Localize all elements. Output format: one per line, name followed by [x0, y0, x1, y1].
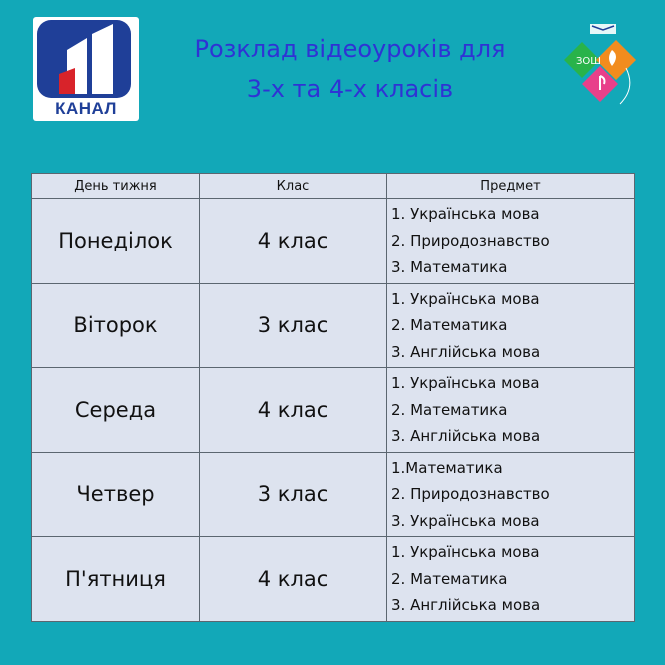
subject-item: 3. Англійська мова	[391, 342, 541, 361]
svg-text:ЗОШ: ЗОШ	[576, 56, 601, 67]
table-row	[32, 537, 635, 622]
subjects-cell	[387, 283, 635, 368]
subjects-cell	[387, 452, 635, 537]
subject-item: 1. Українська мова	[391, 205, 540, 223]
grade-cell: 4 клас	[200, 368, 387, 453]
subjects-cell	[387, 537, 635, 622]
header-day: День тижня	[32, 174, 200, 199]
subject-item: 3. Математика	[391, 258, 508, 276]
page-title-line-1: Розклад відеоуроків для	[194, 35, 506, 63]
subject-item: 2. Природознавство	[391, 231, 550, 250]
subject-item: 2. Математика	[391, 400, 508, 419]
day-cell: Четвер	[32, 452, 200, 537]
subjects-cell	[387, 368, 635, 453]
channel-logo	[33, 17, 139, 121]
table-row	[32, 452, 635, 537]
header-subject: Предмет	[387, 174, 635, 199]
day-cell: Середа	[32, 368, 200, 453]
school-emblem-icon	[556, 18, 646, 110]
subject-item: 2. Математика	[391, 316, 508, 334]
grade-cell: 4 клас	[200, 537, 387, 622]
header-grade: Клас	[200, 174, 387, 199]
day-cell: Віторок	[32, 283, 200, 368]
subject-item: 1. Українська мова	[391, 289, 540, 308]
page-title-line-2: 3-х та 4-х класів	[246, 75, 454, 103]
subject-item: 1.Математика	[391, 458, 503, 477]
channel-1-logo-icon	[37, 20, 131, 98]
subject-item: 3. Українська мова	[391, 511, 540, 530]
table-row	[32, 368, 635, 453]
logo-text: КАНАЛ	[55, 99, 117, 118]
day-cell: П'ятниця	[32, 537, 200, 622]
subject-item: 2. Математика	[391, 569, 508, 588]
table-header-row	[32, 174, 635, 199]
subjects-cell	[387, 199, 635, 284]
grade-cell: 3 клас	[200, 452, 387, 537]
subject-item: 2. Природознавство	[391, 485, 550, 503]
subject-item: 1. Українська мова	[391, 374, 540, 392]
grade-cell: 3 клас	[200, 283, 387, 368]
grade-cell: 4 клас	[200, 199, 387, 284]
table-row	[32, 283, 635, 368]
subject-item: 3. Англійська мова	[391, 427, 541, 445]
day-cell: Понеділок	[32, 199, 200, 284]
table-row	[32, 199, 635, 284]
subject-item: 1. Українська мова	[391, 543, 540, 561]
subject-item: 3. Англійська мова	[391, 596, 541, 614]
schedule-table	[31, 173, 635, 622]
